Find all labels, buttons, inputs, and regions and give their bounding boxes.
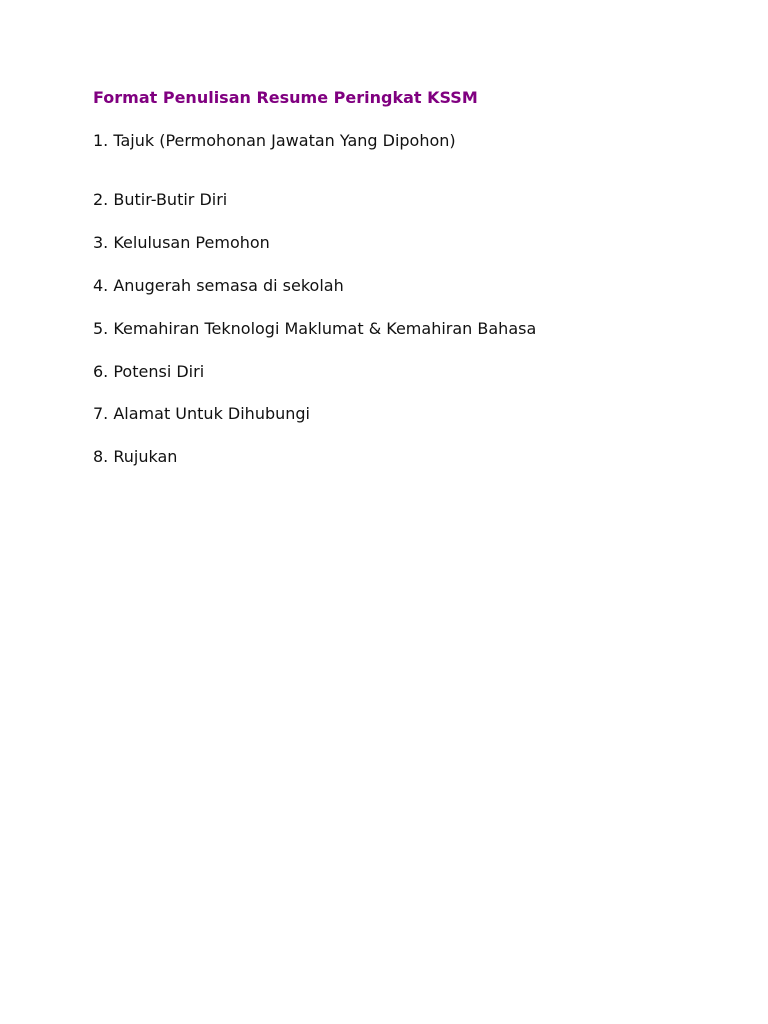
list-item: 3. Kelulusan Pemohon [93, 233, 270, 252]
list-item: 1. Tajuk (Permohonan Jawatan Yang Dipohon) [93, 131, 456, 150]
list-item: 2. Butir-Butir Diri [93, 190, 228, 209]
list-item: 5. Kemahiran Teknologi Maklumat & Kemahiran Bahasa [93, 319, 537, 338]
document-title: Format Penulisan Resume Peringkat KSSM [93, 88, 478, 107]
list-item: 8. Rujukan [93, 447, 178, 466]
list-item: 7. Alamat Untuk Dihubungi [93, 404, 310, 423]
list-item: 6. Potensi Diri [93, 362, 205, 381]
list-item: 4. Anugerah semasa di sekolah [93, 276, 344, 295]
